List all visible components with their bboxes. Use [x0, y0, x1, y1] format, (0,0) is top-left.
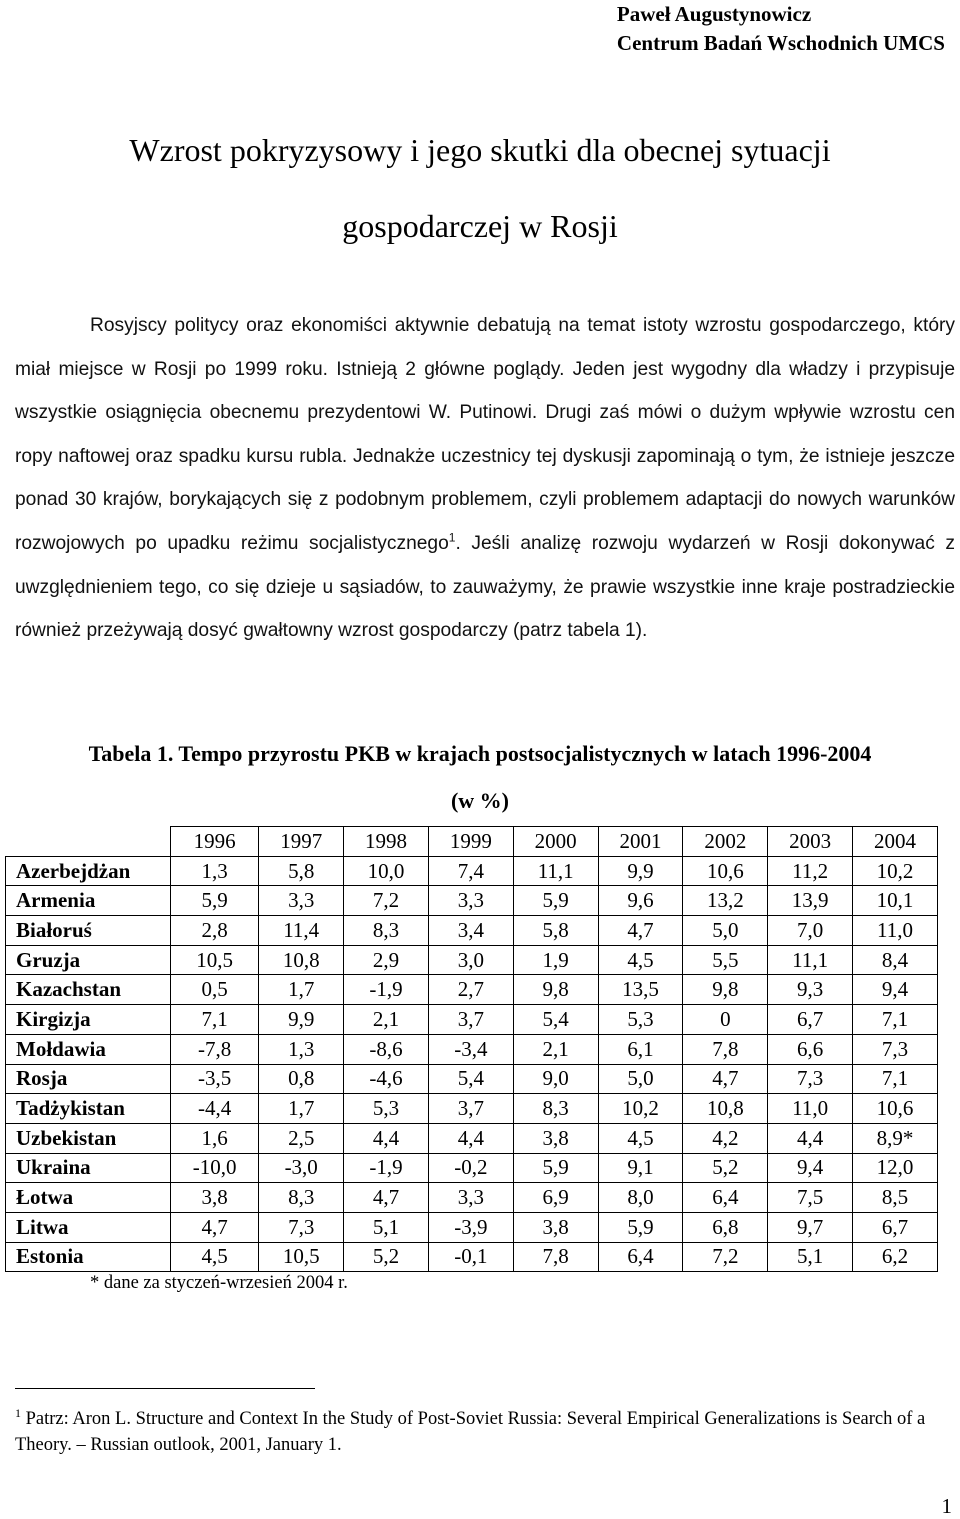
value-cell: 3,7	[428, 1005, 513, 1035]
value-cell: -3,5	[171, 1064, 259, 1094]
value-cell: 4,5	[171, 1242, 259, 1272]
country-name-cell: Ukraina	[6, 1153, 171, 1183]
value-cell: 9,0	[513, 1064, 598, 1094]
table-row	[6, 1034, 938, 1064]
value-cell: 5,3	[344, 1094, 429, 1124]
value-cell: 7,1	[853, 1064, 938, 1094]
value-cell: 8,0	[598, 1183, 683, 1213]
value-cell: 13,2	[683, 886, 768, 916]
value-cell: 10,2	[853, 856, 938, 886]
value-cell: 10,6	[853, 1094, 938, 1124]
table-row	[6, 1064, 938, 1094]
body-paragraph	[15, 304, 955, 653]
value-cell: 3,0	[428, 945, 513, 975]
value-cell: -3,4	[428, 1034, 513, 1064]
table-row	[6, 1212, 938, 1242]
value-cell: 10,1	[853, 886, 938, 916]
value-cell: 4,7	[171, 1212, 259, 1242]
value-cell: 5,1	[344, 1212, 429, 1242]
value-cell: 8,3	[259, 1183, 344, 1213]
value-cell: 5,4	[428, 1064, 513, 1094]
value-cell: 1,7	[259, 1094, 344, 1124]
author-name: Paweł Augustynowicz	[616, 2, 812, 26]
year-header: 2003	[768, 827, 853, 857]
country-name-cell: Mołdawia	[6, 1034, 171, 1064]
value-cell: 6,4	[598, 1242, 683, 1272]
year-header: 1999	[428, 827, 513, 857]
value-cell: 0	[683, 1005, 768, 1035]
value-cell: 13,9	[768, 886, 853, 916]
value-cell: 1,9	[513, 945, 598, 975]
value-cell: 1,3	[259, 1034, 344, 1064]
value-cell: 12,0	[853, 1153, 938, 1183]
value-cell: 6,2	[853, 1242, 938, 1272]
table-unit: (w %)	[450, 788, 510, 813]
value-cell: 6,8	[683, 1212, 768, 1242]
value-cell: 5,9	[513, 886, 598, 916]
table-row	[6, 916, 938, 946]
gdp-growth-table	[5, 826, 938, 1272]
table-header-row	[6, 827, 938, 857]
value-cell: 8,3	[344, 916, 429, 946]
country-name-cell: Łotwa	[6, 1183, 171, 1213]
value-cell: 5,0	[683, 916, 768, 946]
value-cell: 3,4	[428, 916, 513, 946]
value-cell: 11,4	[259, 916, 344, 946]
value-cell: 6,1	[598, 1034, 683, 1064]
table-row	[6, 856, 938, 886]
value-cell: 7,5	[768, 1183, 853, 1213]
footnote-number: 1	[15, 1406, 21, 1420]
value-cell: 10,8	[259, 945, 344, 975]
value-cell: 6,6	[768, 1034, 853, 1064]
value-cell: 10,0	[344, 856, 429, 886]
country-name-cell: Estonia	[6, 1242, 171, 1272]
value-cell: -0,1	[428, 1242, 513, 1272]
country-name-cell: Azerbejdżan	[6, 856, 171, 886]
value-cell: 5,1	[768, 1242, 853, 1272]
value-cell: 5,8	[513, 916, 598, 946]
value-cell: 10,5	[259, 1242, 344, 1272]
value-cell: 5,9	[598, 1212, 683, 1242]
value-cell: 2,1	[513, 1034, 598, 1064]
value-cell: 5,5	[683, 945, 768, 975]
value-cell: 1,6	[171, 1123, 259, 1153]
value-cell: 8,5	[853, 1183, 938, 1213]
country-name-cell: Armenia	[6, 886, 171, 916]
value-cell: 13,5	[598, 975, 683, 1005]
value-cell: -1,9	[344, 1153, 429, 1183]
value-cell: -3,9	[428, 1212, 513, 1242]
footnote	[15, 1400, 945, 1458]
year-header: 1998	[344, 827, 429, 857]
value-cell: 1,7	[259, 975, 344, 1005]
value-cell: 0,8	[259, 1064, 344, 1094]
table-row	[6, 1242, 938, 1272]
table-row	[6, 975, 938, 1005]
paper-title-line-1: Wzrost pokryzysowy i jego skutki dla obecnej sytuacji	[129, 132, 831, 168]
table-row	[6, 1153, 938, 1183]
value-cell: 7,8	[513, 1242, 598, 1272]
value-cell: 9,9	[598, 856, 683, 886]
table-row	[6, 1094, 938, 1124]
year-header: 1997	[259, 827, 344, 857]
year-header: 1996	[171, 827, 259, 857]
value-cell: 9,8	[683, 975, 768, 1005]
value-cell: 2,9	[344, 945, 429, 975]
value-cell: 10,6	[683, 856, 768, 886]
value-cell: 0,5	[171, 975, 259, 1005]
value-cell: 7,2	[344, 886, 429, 916]
value-cell: -3,0	[259, 1153, 344, 1183]
value-cell: 7,4	[428, 856, 513, 886]
value-cell: 9,4	[768, 1153, 853, 1183]
country-name-cell: Uzbekistan	[6, 1123, 171, 1153]
value-cell: 3,3	[259, 886, 344, 916]
value-cell: 5,2	[683, 1153, 768, 1183]
value-cell: 10,2	[598, 1094, 683, 1124]
year-header: 2001	[598, 827, 683, 857]
value-cell: 7,0	[768, 916, 853, 946]
year-header: 2002	[683, 827, 768, 857]
value-cell: 2,5	[259, 1123, 344, 1153]
value-cell: 5,8	[259, 856, 344, 886]
table-note: * dane za styczeń-wrzesień 2004 r.	[90, 1273, 348, 1293]
value-cell: 10,8	[683, 1094, 768, 1124]
value-cell: 6,7	[768, 1005, 853, 1035]
table-corner-cell	[6, 827, 171, 857]
value-cell: -0,2	[428, 1153, 513, 1183]
paper-title-line-2: gospodarczej w Rosji	[342, 208, 618, 244]
value-cell: 11,2	[768, 856, 853, 886]
value-cell: -7,8	[171, 1034, 259, 1064]
value-cell: 7,3	[853, 1034, 938, 1064]
country-name-cell: Białoruś	[6, 916, 171, 946]
value-cell: 9,3	[768, 975, 853, 1005]
value-cell: 1,3	[171, 856, 259, 886]
value-cell: 3,8	[513, 1123, 598, 1153]
country-name-cell: Gruzja	[6, 945, 171, 975]
body-text-part-1: Rosyjscy politycy oraz ekonomiści aktywnie debatują na temat istoty wzrostu gospodarczego, który miał miejsce w Rosji po 1999 roku. Istnieją 2 główne poglądy. Jeden jest wygodny dla władzy i przypisuje wszystkie osiągnięcia obecnemu prezydentowi W. Putinowi. Drugi zaś mówi o dużym wpływie wzrostu cen ropy naftowej oraz spadku kursu rubla. Jednakże uczestnicy tej dyskusji zapominają o tym, że istnieje jeszcze ponad 30 krajów, borykających się z podobnym problemem, czyli problemem adaptacji do nowych warunków rozwojowych po upadku reżimu socjalistycznego	[15, 315, 955, 554]
country-name-cell: Kazachstan	[6, 975, 171, 1005]
value-cell: 5,9	[171, 886, 259, 916]
value-cell: 10,5	[171, 945, 259, 975]
value-cell: 4,4	[768, 1123, 853, 1153]
year-header: 2004	[853, 827, 938, 857]
value-cell: 9,4	[853, 975, 938, 1005]
value-cell: 11,1	[513, 856, 598, 886]
value-cell: 9,8	[513, 975, 598, 1005]
value-cell: 3,7	[428, 1094, 513, 1124]
value-cell: 2,8	[171, 916, 259, 946]
table-row	[6, 945, 938, 975]
value-cell: 9,7	[768, 1212, 853, 1242]
footnote-divider	[15, 1388, 315, 1389]
value-cell: 5,9	[513, 1153, 598, 1183]
value-cell: 3,8	[171, 1183, 259, 1213]
value-cell: 2,7	[428, 975, 513, 1005]
value-cell: 8,4	[853, 945, 938, 975]
value-cell: 7,1	[853, 1005, 938, 1035]
year-header: 2000	[513, 827, 598, 857]
country-name-cell: Rosja	[6, 1064, 171, 1094]
value-cell: 7,1	[171, 1005, 259, 1035]
value-cell: 4,4	[344, 1123, 429, 1153]
value-cell: 3,3	[428, 1183, 513, 1213]
value-cell: 4,7	[683, 1064, 768, 1094]
table-row	[6, 1183, 938, 1213]
author-block	[617, 0, 945, 58]
value-cell: 8,3	[513, 1094, 598, 1124]
value-cell: 4,5	[598, 945, 683, 975]
value-cell: 5,2	[344, 1242, 429, 1272]
table-row	[6, 1005, 938, 1035]
value-cell: 11,0	[853, 916, 938, 946]
value-cell: -4,6	[344, 1064, 429, 1094]
body-text-part-2: . Jeśli analizę rozwoju wydarzeń w Rosji dokonywać z uwzględnieniem tego, co się dzieje u sąsiadów, to zauważymy, że prawie wszystkie inne kraje postradzieckie również przeżywają dosyć gwałtowny wzrost gospodarczy (patrz tabela 1).	[15, 532, 955, 642]
value-cell: 4,2	[683, 1123, 768, 1153]
value-cell: -8,6	[344, 1034, 429, 1064]
country-name-cell: Tadżykistan	[6, 1094, 171, 1124]
table-row	[6, 886, 938, 916]
value-cell: 6,7	[853, 1212, 938, 1242]
value-cell: 9,6	[598, 886, 683, 916]
value-cell: 7,8	[683, 1034, 768, 1064]
value-cell: 7,3	[768, 1064, 853, 1094]
value-cell: 5,3	[598, 1005, 683, 1035]
value-cell: -4,4	[171, 1094, 259, 1124]
value-cell: 7,3	[259, 1212, 344, 1242]
footnote-text: Patrz: Aron L. Structure and Context In the Study of Post-Soviet Russia: Several Empirical Generalizations is Search of a Theory. – Russian outlook, 2001, January 1.	[15, 1409, 926, 1456]
value-cell: -1,9	[344, 975, 429, 1005]
value-cell: -10,0	[171, 1153, 259, 1183]
value-cell: 4,7	[344, 1183, 429, 1213]
value-cell: 4,4	[428, 1123, 513, 1153]
value-cell: 11,1	[768, 945, 853, 975]
value-cell: 2,1	[344, 1005, 429, 1035]
value-cell: 3,3	[428, 886, 513, 916]
page-number: 1	[941, 1494, 952, 1518]
value-cell: 4,7	[598, 916, 683, 946]
value-cell: 6,4	[683, 1183, 768, 1213]
value-cell: 5,0	[598, 1064, 683, 1094]
country-name-cell: Litwa	[6, 1212, 171, 1242]
author-affiliation: Centrum Badań Wschodnich UMCS	[616, 31, 945, 55]
value-cell: 3,8	[513, 1212, 598, 1242]
table-row	[6, 1123, 938, 1153]
value-cell: 11,0	[768, 1094, 853, 1124]
value-cell: 9,1	[598, 1153, 683, 1183]
value-cell: 5,4	[513, 1005, 598, 1035]
value-cell: 4,5	[598, 1123, 683, 1153]
value-cell: 9,9	[259, 1005, 344, 1035]
value-cell: 6,9	[513, 1183, 598, 1213]
footnote-reference: 1	[448, 530, 456, 545]
country-name-cell: Kirgizja	[6, 1005, 171, 1035]
table-body	[6, 856, 938, 1272]
value-cell: 7,2	[683, 1242, 768, 1272]
table-caption: Tabela 1. Tempo przyrostu PKB w krajach postsocjalistycznych w latach 1996-2004	[88, 741, 872, 766]
value-cell: 8,9*	[853, 1123, 938, 1153]
